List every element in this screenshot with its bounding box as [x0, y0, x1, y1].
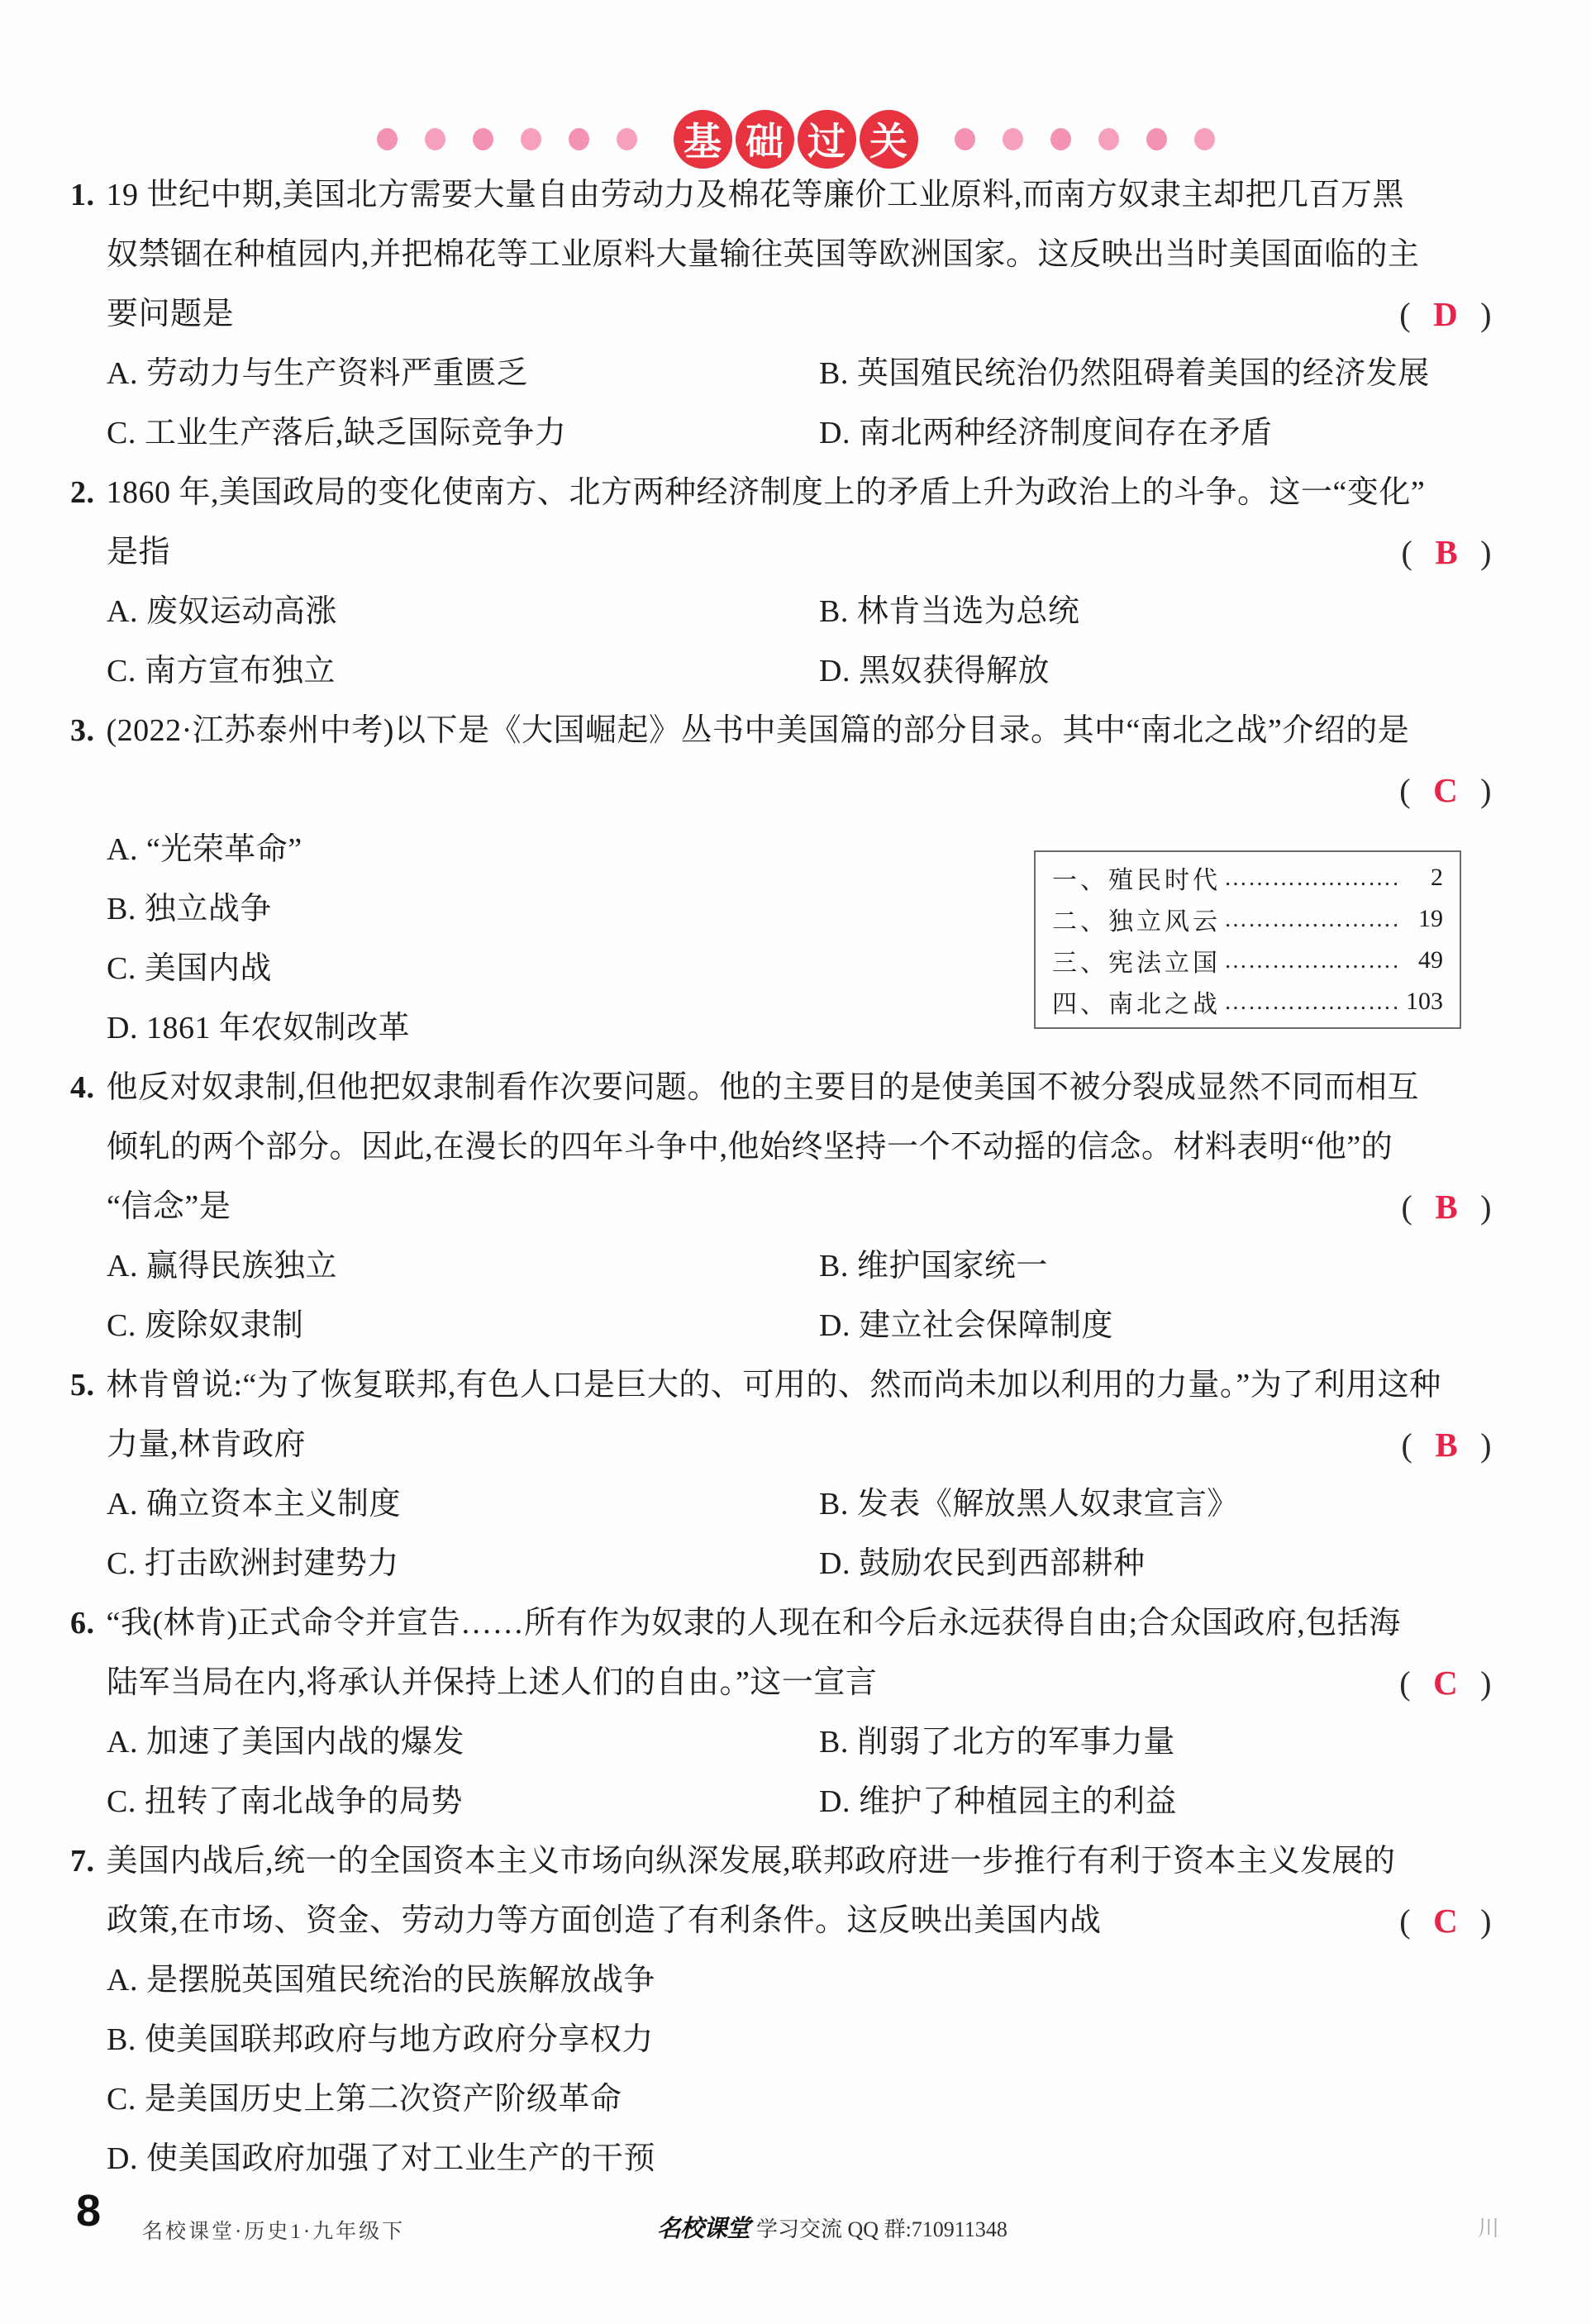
footer-center	[657, 2210, 1007, 2244]
paren-open: (	[1399, 772, 1412, 809]
decorative-dot	[1050, 128, 1071, 150]
option-d: D. 维护了种植园主的利益	[819, 1784, 1177, 1819]
question-number: 4.	[70, 1070, 95, 1105]
question-number: 7.	[70, 1844, 95, 1879]
toc-leader-dots	[1224, 946, 1397, 974]
options	[70, 344, 1430, 463]
question-stem-line	[70, 1593, 1527, 1653]
paren-open: (	[1401, 534, 1413, 571]
badge	[674, 110, 918, 169]
paren-close: )	[1480, 1188, 1492, 1226]
question-stem-line	[70, 1117, 1527, 1177]
options	[70, 1712, 1399, 1831]
answer-letter: D	[1433, 295, 1459, 333]
option-c: C. 美国内战	[107, 951, 272, 986]
question-number: 5.	[70, 1368, 95, 1402]
option-a: A. “光荣革命”	[107, 832, 302, 867]
stem-text: (2022·江苏泰州中考)以下是《大国崛起》丛书中美国篇的部分目录。其中“南北之战”介绍的是	[106, 713, 1410, 748]
badge-char: 关	[860, 110, 918, 169]
toc-row	[1052, 857, 1443, 898]
option-a: A. 加速了美国内战的爆发	[107, 1725, 464, 1760]
option-b: B. 林肯当选为总统	[819, 594, 1080, 629]
answer-bracket	[1401, 522, 1492, 583]
answer-bracket	[1401, 1415, 1492, 1475]
decorative-dot	[1146, 128, 1167, 150]
stem-text: 政策,在市场、资金、劳动力等方面创造了有利条件。这反映出美国内战	[107, 1903, 1102, 1938]
footer-logo: 名校课堂	[657, 2216, 750, 2242]
question-stem-line	[70, 1355, 1527, 1415]
toc-entry-page: 2	[1431, 864, 1443, 891]
stem-text: 1860 年,美国政局的变化使南方、北方两种经济制度上的矛盾上升为政治上的斗争。这一“变化”	[106, 475, 1426, 510]
option-c: C. 南方宣布独立	[107, 654, 336, 688]
question-stem-line	[70, 1058, 1527, 1117]
paren-open: (	[1399, 1903, 1412, 1940]
option-a: A. 是摆脱英国殖民统治的民族解放战争	[107, 1963, 655, 1998]
toc-row	[1052, 981, 1443, 1022]
answer-bracket	[1399, 1653, 1492, 1713]
question-7	[70, 1831, 1527, 2188]
question-stem-line	[70, 1891, 1527, 1950]
footer-edition-mark: 川	[1478, 2217, 1500, 2241]
option-a: A. 废奴运动高涨	[107, 594, 337, 629]
answer-letter: B	[1435, 533, 1459, 571]
toc-box	[1034, 850, 1461, 1029]
toc-entry-title: 三、宪法立国	[1052, 950, 1221, 977]
option-b: B. 使美国联邦政府与地方政府分享权力	[107, 2022, 654, 2057]
dots-right	[955, 128, 1215, 150]
option-d: D. 使美国政府加强了对工业生产的干预	[107, 2141, 655, 2176]
stem-text: 力量,林肯政府	[107, 1427, 307, 1462]
option-b: B. 维护国家统一	[819, 1249, 1048, 1283]
answer-letter: B	[1435, 1426, 1459, 1464]
option-b: B. 英国殖民统治仍然阻碍着美国的经济发展	[819, 356, 1430, 391]
paren-close: )	[1480, 1664, 1492, 1702]
question-5	[70, 1355, 1527, 1593]
options	[70, 1474, 1401, 1593]
toc-entry-page: 103	[1406, 988, 1443, 1015]
section-header	[0, 107, 1591, 170]
answer-letter: C	[1433, 1902, 1459, 1940]
option-d: D. 黑奴获得解放	[819, 654, 1050, 688]
question-stem-line	[70, 760, 1527, 820]
toc-row	[1052, 940, 1443, 981]
answer-bracket	[1399, 284, 1492, 345]
toc-leader-dots	[1224, 988, 1397, 1016]
decorative-dot	[955, 128, 975, 150]
question-stem-line	[70, 1653, 1527, 1712]
options	[70, 582, 1401, 701]
paren-open: (	[1399, 1664, 1412, 1702]
stem-text: 林肯曾说:“为了恢复联邦,有色人口是巨大的、可用的、然而尚未加以利用的力量。”为了利用这种	[106, 1368, 1441, 1402]
footer-book-title: 名校课堂·历史1·九年级下	[142, 2221, 406, 2243]
stem-text: 美国内战后,统一的全国资本主义市场向纵深发展,联邦政府进一步推行有利于资本主义发展的	[106, 1844, 1396, 1879]
decorative-dot	[377, 128, 398, 150]
question-number: 2.	[70, 475, 95, 510]
options	[70, 1950, 1527, 2188]
stem-text: “信念”是	[107, 1189, 231, 1224]
paren-open: (	[1401, 1426, 1413, 1464]
answer-bracket	[1399, 1891, 1492, 1951]
option-c: C. 是美国历史上第二次资产阶级革命	[107, 2082, 622, 2117]
toc-entry-page: 49	[1418, 946, 1443, 974]
decorative-dot	[569, 128, 589, 150]
option-c: C. 工业生产落后,缺乏国际竞争力	[107, 416, 567, 450]
paren-close: )	[1480, 1426, 1492, 1464]
toc-entry-title: 二、独立风云	[1052, 908, 1221, 936]
option-d: D. 1861 年农奴制改革	[107, 1011, 410, 1045]
question-stem-line	[70, 1177, 1527, 1236]
decorative-dot	[473, 128, 493, 150]
decorative-dot	[617, 128, 637, 150]
toc-entry-title: 一、殖民时代	[1052, 867, 1221, 894]
option-a: A. 确立资本主义制度	[107, 1487, 401, 1522]
question-number: 3.	[70, 713, 95, 748]
answer-bracket	[1399, 760, 1492, 821]
badge-char: 过	[798, 110, 856, 169]
stem-text: 他反对奴隶制,但他把奴隶制看作次要问题。他的主要目的是使美国不被分裂成显然不同而相互	[106, 1070, 1420, 1105]
answer-bracket	[1401, 1177, 1492, 1237]
options	[70, 1236, 1401, 1355]
question-number: 1.	[70, 178, 95, 212]
option-a: A. 劳动力与生产资料严重匮乏	[107, 356, 528, 391]
paren-close: )	[1480, 772, 1492, 809]
option-d: D. 鼓励农民到西部耕种	[819, 1546, 1146, 1581]
answer-letter: B	[1435, 1188, 1459, 1226]
decorative-dot	[1003, 128, 1023, 150]
question-stem-line	[70, 1831, 1527, 1891]
question-2	[70, 463, 1527, 701]
decorative-dot	[521, 128, 541, 150]
question-stem-line	[70, 701, 1527, 760]
paren-close: )	[1480, 1903, 1492, 1940]
toc-entry-page: 19	[1418, 905, 1443, 932]
questions-area	[70, 165, 1527, 2188]
decorative-dot	[1098, 128, 1119, 150]
dots-left	[377, 128, 637, 150]
question-1	[70, 165, 1527, 463]
option-c: C. 废除奴隶制	[107, 1308, 304, 1343]
option-c: C. 扭转了南北战争的局势	[107, 1784, 463, 1819]
answer-letter: C	[1433, 771, 1459, 809]
paren-close: )	[1480, 296, 1492, 333]
toc-leader-dots	[1224, 864, 1397, 892]
option-d: D. 建立社会保障制度	[819, 1308, 1113, 1343]
question-stem-line	[70, 225, 1527, 284]
page-number: 8	[76, 2186, 102, 2236]
question-number: 6.	[70, 1606, 95, 1641]
stem-text: 奴禁锢在种植园内,并把棉花等工业原料大量输往英国等欧洲国家。这反映出当时美国面临的主	[107, 237, 1420, 272]
paren-close: )	[1480, 534, 1492, 571]
badge-char: 基	[674, 110, 732, 169]
question-stem-line	[70, 522, 1527, 582]
stem-text: 陆军当局在内,将承认并保持上述人们的自由。”这一宣言	[107, 1665, 878, 1700]
question-stem-line	[70, 284, 1527, 344]
option-b: B. 发表《解放黑人奴隶宣言》	[819, 1487, 1239, 1522]
stem-text: 要问题是	[107, 297, 235, 331]
option-b: B. 独立战争	[107, 892, 272, 926]
stem-text: “我(林肯)正式命令并宣告……所有作为奴隶的人现在和今后永远获得自由;合众国政府,包括海	[106, 1606, 1401, 1641]
option-d: D. 南北两种经济制度间存在矛盾	[819, 416, 1273, 450]
option-b: B. 削弱了北方的军事力量	[819, 1725, 1175, 1760]
stem-text: 倾轧的两个部分。因此,在漫长的四年斗争中,他始终坚持一个不动摇的信念。材料表明“他”的	[107, 1130, 1393, 1164]
question-stem-line	[70, 165, 1527, 225]
question-stem-line	[70, 463, 1527, 522]
answer-letter: C	[1433, 1664, 1459, 1702]
question-stem-line	[70, 1415, 1527, 1474]
question-4	[70, 1058, 1527, 1355]
option-a: A. 赢得民族独立	[107, 1249, 337, 1283]
toc-row	[1052, 898, 1443, 940]
decorative-dot	[1194, 128, 1215, 150]
paren-open: (	[1399, 296, 1412, 333]
badge-char: 础	[736, 110, 794, 169]
footer-qq-text: 学习交流 QQ 群:710911348	[756, 2217, 1007, 2241]
toc-entry-title: 四、南北之战	[1052, 991, 1221, 1018]
decorative-dot	[425, 128, 445, 150]
paren-open: (	[1401, 1188, 1413, 1226]
toc-leader-dots	[1224, 905, 1397, 933]
question-6	[70, 1593, 1527, 1831]
option-c: C. 打击欧洲封建势力	[107, 1546, 399, 1581]
stem-text: 是指	[107, 535, 171, 569]
stem-text: 19 世纪中期,美国北方需要大量自由劳动力及棉花等廉价工业原料,而南方奴隶主却把几百万黑	[106, 178, 1405, 212]
